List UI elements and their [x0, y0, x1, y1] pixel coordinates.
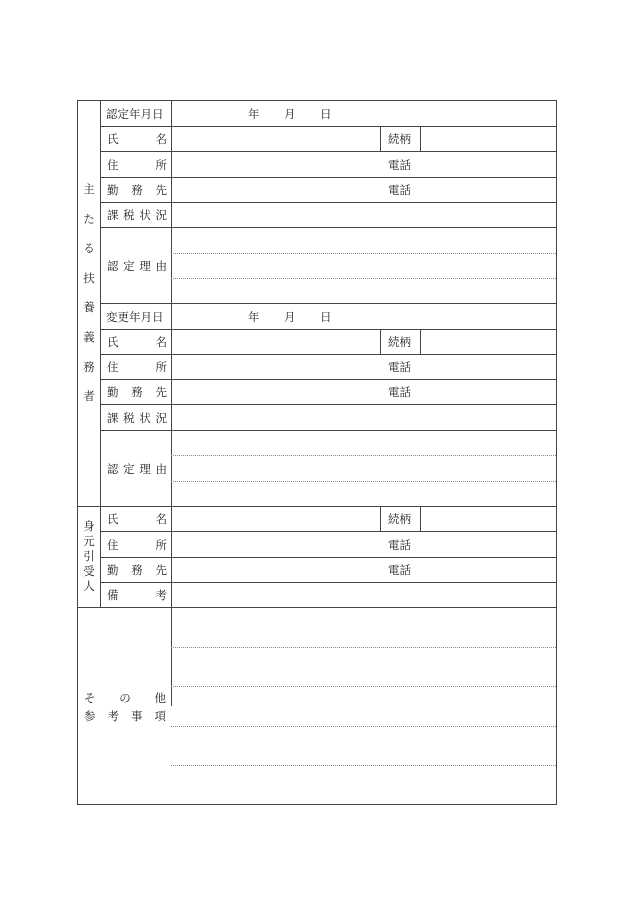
address-label: 住 所 — [107, 158, 167, 172]
other-notes-field[interactable] — [172, 608, 556, 804]
month-unit: 月 — [284, 107, 296, 121]
change-address-label: 住 所 — [107, 360, 167, 374]
certification-reason-label: 認 定 理 由 — [107, 259, 167, 273]
change-workplace-label: 勤 務 先 — [107, 385, 167, 399]
change-tax-status-label: 課 税 状 況 — [107, 411, 167, 425]
change-address-field[interactable] — [172, 355, 556, 379]
change-name-field[interactable] — [172, 330, 380, 354]
guarantor-workplace-label: 勤 務 先 — [107, 563, 167, 577]
month-unit: 月 — [284, 310, 296, 324]
relation-label: 続柄 — [388, 132, 411, 146]
guarantor-workplace-field[interactable] — [172, 558, 556, 582]
guarantor-address-phone-label: 電話 — [388, 538, 411, 552]
year-unit: 年 — [248, 107, 260, 121]
support-form — [77, 100, 557, 805]
address-field[interactable] — [172, 152, 556, 177]
day-unit: 日 — [320, 310, 332, 324]
guarantor-name-label: 氏 名 — [107, 512, 167, 526]
workplace-field[interactable] — [172, 178, 556, 202]
tax-status-field[interactable] — [172, 203, 556, 227]
guarantor-address-label: 住 所 — [107, 538, 167, 552]
guarantor-address-field[interactable] — [172, 532, 556, 557]
name-field[interactable] — [172, 127, 380, 151]
change-workplace-field[interactable] — [172, 380, 556, 404]
certification-reason-field[interactable] — [172, 228, 556, 303]
certification-date-field[interactable] — [172, 101, 556, 126]
change-address-phone-label: 電話 — [388, 360, 411, 374]
change-reason-field[interactable] — [172, 431, 556, 506]
year-unit: 年 — [248, 310, 260, 324]
change-name-label: 氏 名 — [107, 335, 167, 349]
other-notes-label: そ の 他 参 考 事 項 — [84, 691, 166, 723]
guarantor-workplace-phone-label: 電話 — [388, 563, 411, 577]
change-relation-field[interactable] — [421, 330, 556, 354]
tax-status-label: 課 税 状 況 — [107, 208, 167, 222]
guarantor-remarks-field[interactable] — [172, 583, 556, 607]
workplace-label: 勤 務 先 — [107, 183, 167, 197]
guarantor-side-label: 身 元 引 受 人 — [83, 519, 95, 593]
name-label: 氏 名 — [107, 132, 167, 146]
guarantor-relation-field[interactable] — [421, 507, 556, 531]
guarantor-remarks-label: 備 考 — [107, 588, 167, 602]
primary-supporter-side-label: 主 た る 扶 養 義 務 者 — [83, 182, 95, 404]
change-reason-label: 認 定 理 由 — [107, 462, 167, 476]
guarantor-relation-label: 続柄 — [388, 512, 411, 526]
change-relation-label: 続柄 — [388, 335, 411, 349]
change-date-label: 変更年月日 — [106, 310, 164, 324]
workplace-phone-label: 電話 — [388, 183, 411, 197]
guarantor-name-field[interactable] — [172, 507, 380, 531]
change-date-field[interactable] — [172, 304, 556, 329]
change-workplace-phone-label: 電話 — [388, 385, 411, 399]
certification-date-label: 認定年月日 — [106, 107, 164, 121]
day-unit: 日 — [320, 107, 332, 121]
relation-field[interactable] — [421, 127, 556, 151]
change-tax-status-field[interactable] — [172, 405, 556, 430]
address-phone-label: 電話 — [388, 158, 411, 172]
